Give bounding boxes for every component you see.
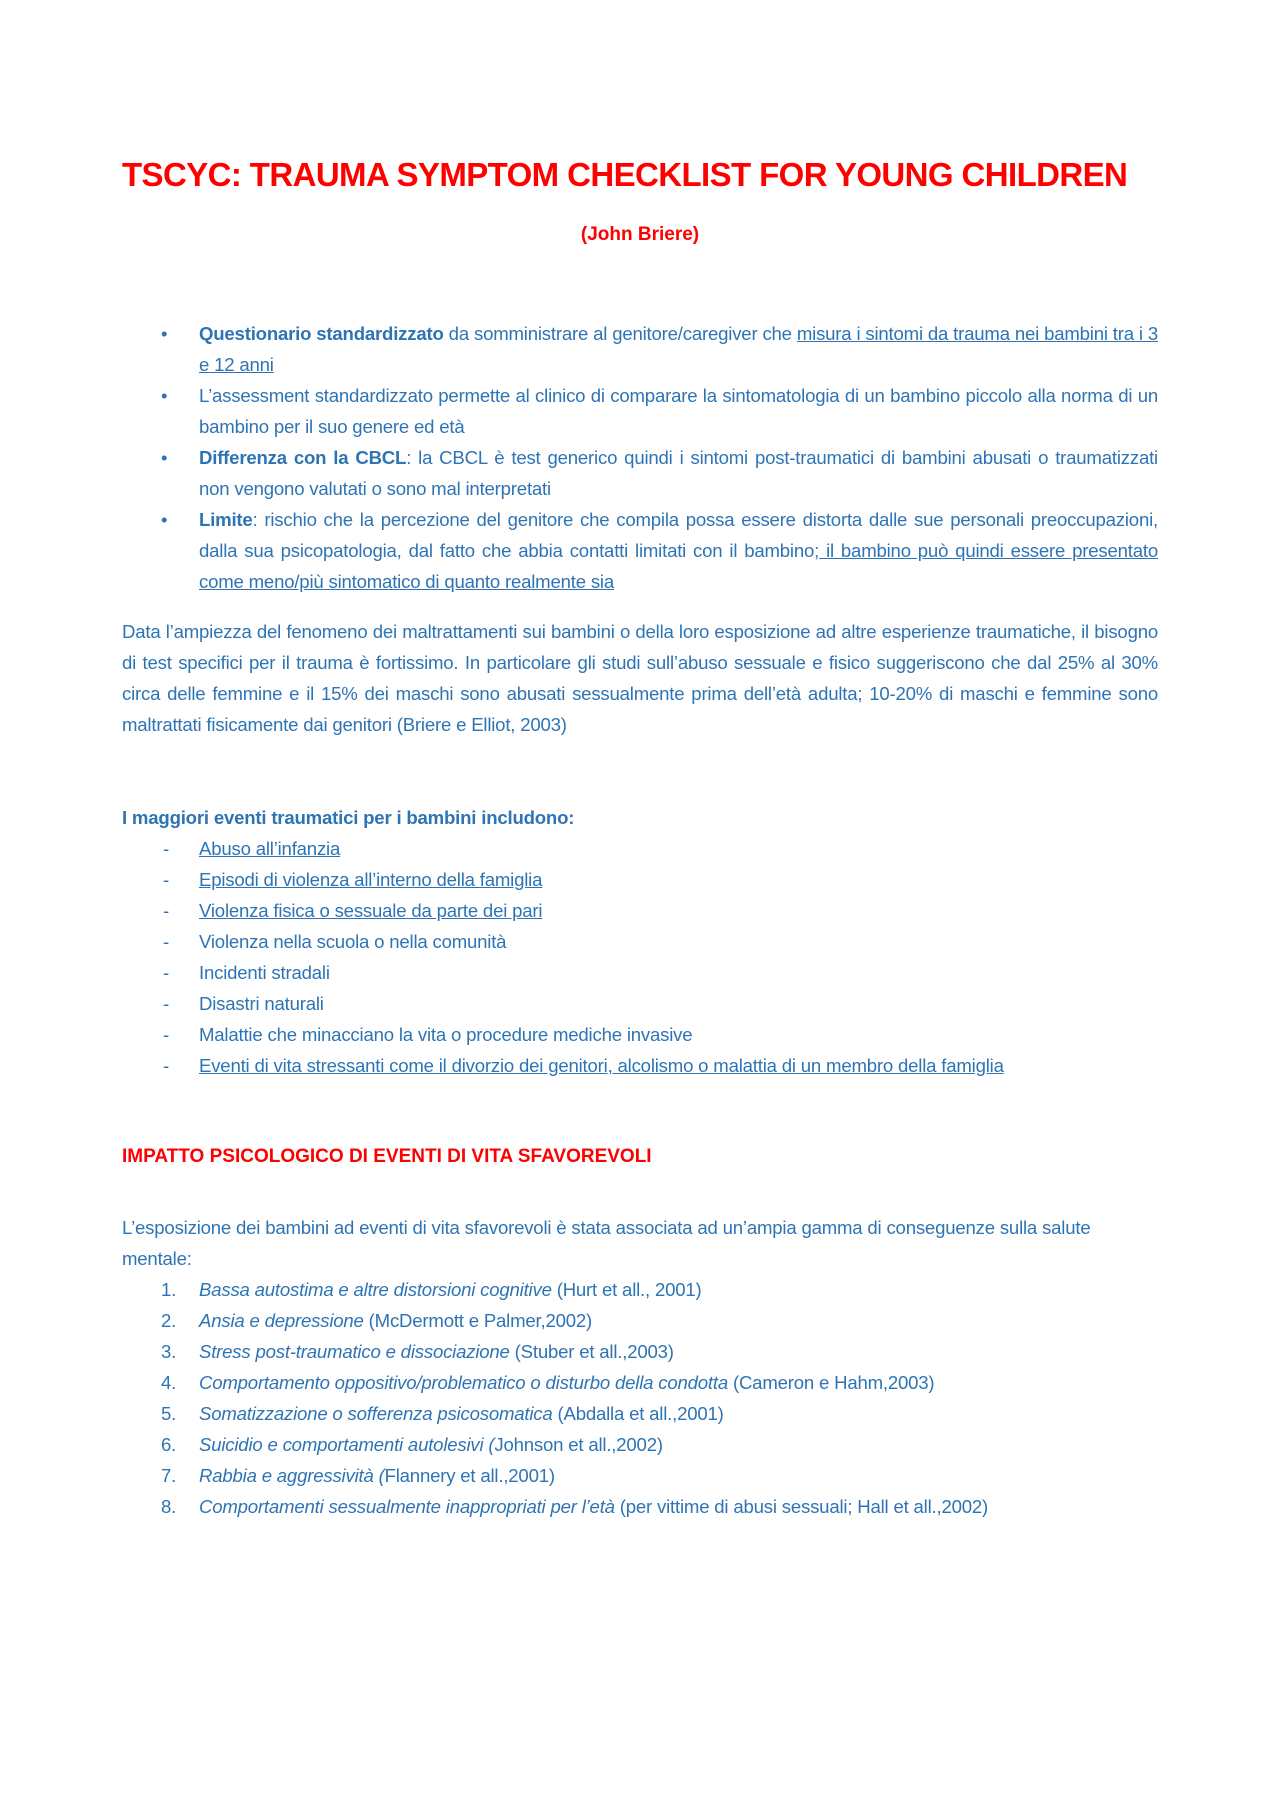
item-number: 8. [161, 1496, 177, 1517]
event-text: Eventi di vita stressanti come il divorzio dei genitori, alcolismo o malattia di un membro della famiglia [199, 1055, 1004, 1076]
consequence-text: Bassa autostima e altre distorsioni cognitive [199, 1279, 552, 1300]
bullet-bold: Questionario standardizzato [199, 323, 444, 344]
item-number: 5. [161, 1403, 177, 1424]
event-text: Incidenti stradali [199, 962, 330, 983]
consequence-item [122, 1274, 1202, 1305]
bullet-text: L’assessment standardizzato permette al clinico di comparare la sintomatologia di un bambino piccolo alla norma di un bambino per il suo genere ed età [199, 385, 1158, 437]
consequence-item [122, 1460, 1202, 1491]
bullet-bold: Differenza con la CBCL [199, 447, 407, 468]
consequence-reference: (Abdalla et all.,2001) [552, 1403, 724, 1424]
item-number: 2. [161, 1310, 177, 1331]
consequence-text: Comportamento oppositivo/problematico o disturbo della condotta [199, 1372, 728, 1393]
events-list [122, 833, 1158, 1081]
consequence-item [122, 1429, 1202, 1460]
consequence-text: Suicidio e comportamenti autolesivi ( [199, 1434, 495, 1455]
consequence-text: Somatizzazione o sofferenza psicosomatica [199, 1403, 553, 1424]
event-text: Violenza nella scuola o nella comunità [199, 931, 507, 952]
consequence-reference: (McDermott e Palmer,2002) [363, 1310, 593, 1331]
consequence-text: Ansia e depressione [199, 1310, 364, 1331]
event-item [122, 833, 1158, 864]
event-text: Violenza fisica o sessuale da parte dei pari [199, 900, 543, 921]
event-item [122, 864, 1158, 895]
bullet-text: : la CBCL è test generico quindi i sintomi post-traumatici di bambini abusati o traumatizzati non vengono valutati o sono mal interpretati [199, 447, 1158, 499]
item-number: 7. [161, 1465, 177, 1486]
document-title: TSCYC: TRAUMA SYMPTOM CHECKLIST FOR YOUNG CHILDREN [122, 156, 1128, 193]
event-item [122, 988, 1158, 1019]
bullet-item [122, 442, 1158, 504]
bullet-item [122, 318, 1158, 380]
bullet-text: : rischio che la percezione del genitore che compila possa essere distorta dalle sue personali preoccupazioni, dalla sua psicopatologia, dal fatto che abbia contatti limitati con il bambino [199, 509, 1158, 561]
event-item [122, 957, 1158, 988]
intro-paragraph: Data l’ampiezza del fenomeno dei maltrattamenti sui bambini o della loro esposizione ad altre esperienze traumatiche, il bisogno di test specifici per il trauma è fortissimo. In particolare gli studi sull’abuso sessuale e fisico suggeriscono che dal 25% al 30% circa delle femmine e il 15% dei maschi sono abusati sessualmente prima dell’età adulta; 10-20% di maschi e femmine sono maltrattati fisicamente dai genitori (Briere e Elliot, 2003) [122, 621, 1158, 735]
bullet-underlined: ; il bambino può quindi essere presentato come meno/più sintomatico di quanto realmente sia [199, 540, 1159, 592]
bullet-item [122, 504, 1158, 597]
event-text: Disastri naturali [199, 993, 324, 1014]
item-number: 3. [161, 1341, 177, 1362]
summary-bullet-list [122, 318, 1158, 597]
item-number: 6. [161, 1434, 177, 1455]
event-text: Abuso all’infanzia [199, 838, 341, 859]
consequences-list [122, 1274, 1202, 1522]
consequence-reference: (Stuber et all.,2003) [509, 1341, 674, 1362]
section-heading: IMPATTO PSICOLOGICO DI EVENTI DI VITA SFAVOREVOLI [122, 1146, 652, 1167]
document-author: (John Briere) [580, 224, 700, 245]
consequence-item [122, 1398, 1202, 1429]
bullet-text: da somministrare al genitore/caregiver che [443, 323, 797, 344]
consequence-item [122, 1367, 1202, 1398]
event-text: Episodi di violenza all’interno della famiglia [199, 869, 543, 890]
events-heading: I maggiori eventi traumatici per i bambini includono: [122, 807, 575, 828]
bullet-bold: Limite [199, 509, 253, 530]
event-item [122, 926, 1158, 957]
event-item [122, 895, 1158, 926]
consequence-item [122, 1336, 1202, 1367]
bullet-item [122, 380, 1158, 442]
consequence-text: Rabbia e aggressività ( [199, 1465, 385, 1486]
item-number: 1. [161, 1279, 177, 1300]
consequence-reference: Johnson et all.,2002) [494, 1434, 663, 1455]
item-number: 4. [161, 1372, 177, 1393]
event-text: Malattie che minacciano la vita o procedure mediche invasive [199, 1024, 693, 1045]
consequence-reference: Flannery et all.,2001) [384, 1465, 555, 1486]
consequence-item [122, 1491, 1202, 1522]
bullet-underlined: misura i sintomi da trauma nei bambini tra i 3 e 12 anni [199, 323, 1158, 375]
consequences-intro: L’esposizione dei bambini ad eventi di vita sfavorevoli è stata associata ad un’ampia gamma di conseguenze sulla salute mentale: [122, 1217, 1091, 1269]
event-item [122, 1050, 1158, 1081]
event-item [122, 1019, 1158, 1050]
consequence-text: Comportamenti sessualmente inappropriati per l’età [199, 1496, 615, 1517]
consequence-item [122, 1305, 1202, 1336]
consequence-reference: (per vittime di abusi sessuali; Hall et all.,2002) [614, 1496, 989, 1517]
consequence-reference: (Cameron e Hahm,2003) [728, 1372, 935, 1393]
consequence-text: Stress post-traumatico e dissociazione [199, 1341, 510, 1362]
consequence-reference: (Hurt et all., 2001) [551, 1279, 702, 1300]
